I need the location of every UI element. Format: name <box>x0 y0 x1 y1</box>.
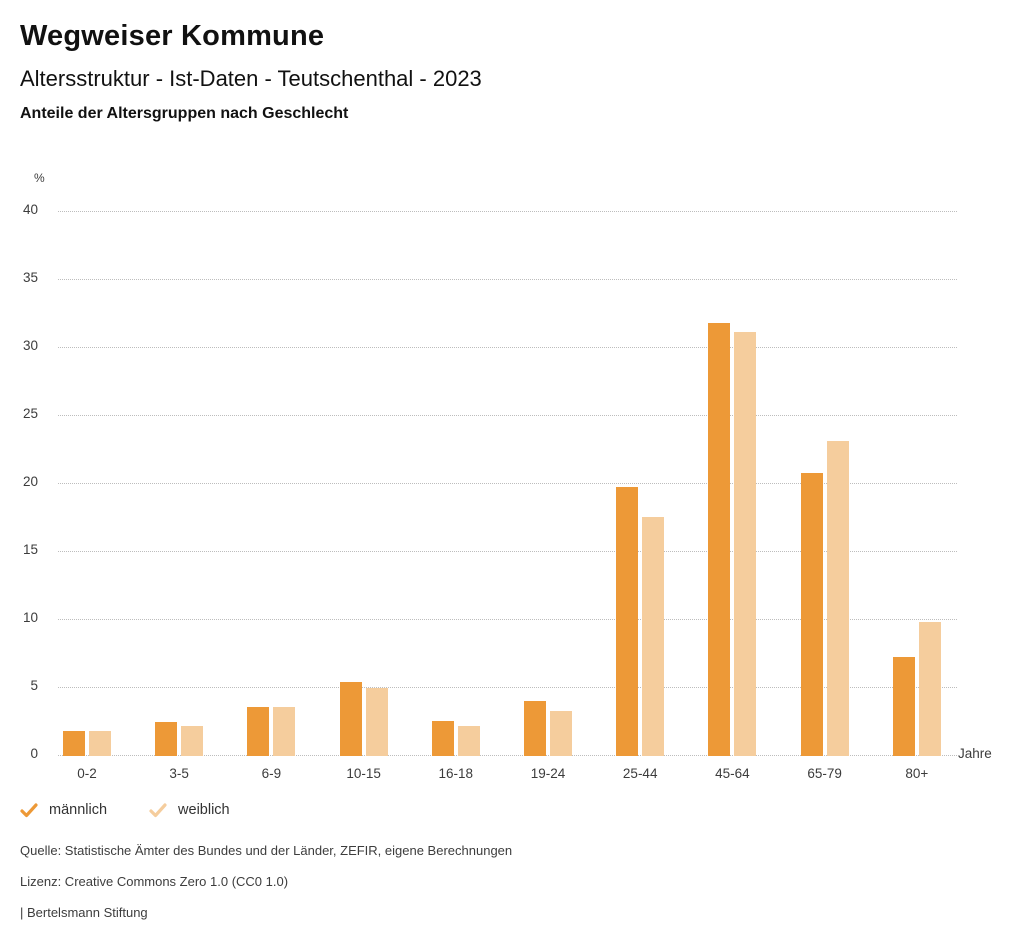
bar-weiblich-6-9[interactable] <box>273 707 295 756</box>
legend-label-weiblich: weiblich <box>178 802 230 818</box>
legend-item-maennlich[interactable] <box>20 802 107 818</box>
y-axis-tick-30: 30 <box>22 338 38 353</box>
bar-maennlich-6-9[interactable] <box>247 707 269 756</box>
bar-maennlich-3-5[interactable] <box>155 722 177 756</box>
gridline-25 <box>58 415 957 416</box>
chart-heading: Anteile der Altersgruppen nach Geschlecht <box>20 105 349 122</box>
y-axis-tick-15: 15 <box>22 542 38 557</box>
y-axis-tick-0: 0 <box>30 746 38 761</box>
bar-maennlich-19-24[interactable] <box>524 701 546 756</box>
x-axis-tick-25-44: 25-44 <box>622 766 658 781</box>
bar-weiblich-65-79[interactable] <box>827 441 849 756</box>
x-axis-tick-6-9: 6-9 <box>261 766 282 781</box>
bar-maennlich-45-64[interactable] <box>708 323 730 756</box>
source-note: Quelle: Statistische Ämter des Bundes und der Länder, ZEFIR, eigene Berechnungen <box>20 843 513 858</box>
chart-subtitle: Altersstruktur - Ist-Daten - Teutschenthal - 2023 <box>20 66 482 91</box>
bar-maennlich-16-18[interactable] <box>432 721 454 756</box>
x-axis-tick-16-18: 16-18 <box>438 766 474 781</box>
x-axis-tick-45-64: 45-64 <box>715 766 750 781</box>
attribution-note: | Bertelsmann Stiftung <box>20 905 148 920</box>
bar-weiblich-16-18[interactable] <box>458 726 480 756</box>
bar-maennlich-10-15[interactable] <box>340 682 362 756</box>
bar-weiblich-80+[interactable] <box>919 622 941 756</box>
y-axis-tick-25: 25 <box>22 406 38 421</box>
x-axis-unit-label: Jahre <box>958 746 992 761</box>
y-axis-tick-10: 10 <box>22 610 38 625</box>
x-axis-tick-65-79: 65-79 <box>807 766 842 781</box>
y-axis-unit-label: % <box>34 171 45 185</box>
y-axis-tick-20: 20 <box>22 474 38 489</box>
x-axis-tick-19-24: 19-24 <box>530 766 566 781</box>
bar-weiblich-45-64[interactable] <box>734 332 756 756</box>
x-axis-tick-3-5: 3-5 <box>169 766 189 781</box>
bar-maennlich-25-44[interactable] <box>616 487 638 756</box>
check-icon-maennlich <box>20 803 38 818</box>
bar-maennlich-80+[interactable] <box>893 657 915 756</box>
gridline-30 <box>58 347 957 348</box>
x-axis-tick-10-15: 10-15 <box>346 766 381 781</box>
x-axis-tick-0-2: 0-2 <box>77 766 97 781</box>
y-axis-tick-40: 40 <box>22 202 38 217</box>
gridline-35 <box>58 279 957 280</box>
legend <box>20 802 230 818</box>
bar-weiblich-0-2[interactable] <box>89 731 111 756</box>
bar-weiblich-3-5[interactable] <box>181 726 203 756</box>
x-axis-tick-80+: 80+ <box>905 766 929 781</box>
legend-item-weiblich[interactable] <box>149 802 230 818</box>
bar-weiblich-25-44[interactable] <box>642 517 664 756</box>
bar-weiblich-19-24[interactable] <box>550 711 572 756</box>
check-icon-weiblich <box>149 803 167 818</box>
page-title: Wegweiser Kommune <box>20 20 325 52</box>
gridline-40 <box>58 211 957 212</box>
bar-maennlich-0-2[interactable] <box>63 731 85 756</box>
legend-label-maennlich: männlich <box>49 802 108 818</box>
y-axis-tick-35: 35 <box>22 270 38 285</box>
y-axis-tick-5: 5 <box>30 678 38 693</box>
license-note: Lizenz: Creative Commons Zero 1.0 (CC0 1.0) <box>20 874 289 889</box>
bar-weiblich-10-15[interactable] <box>366 688 388 756</box>
bar-maennlich-65-79[interactable] <box>801 473 823 756</box>
